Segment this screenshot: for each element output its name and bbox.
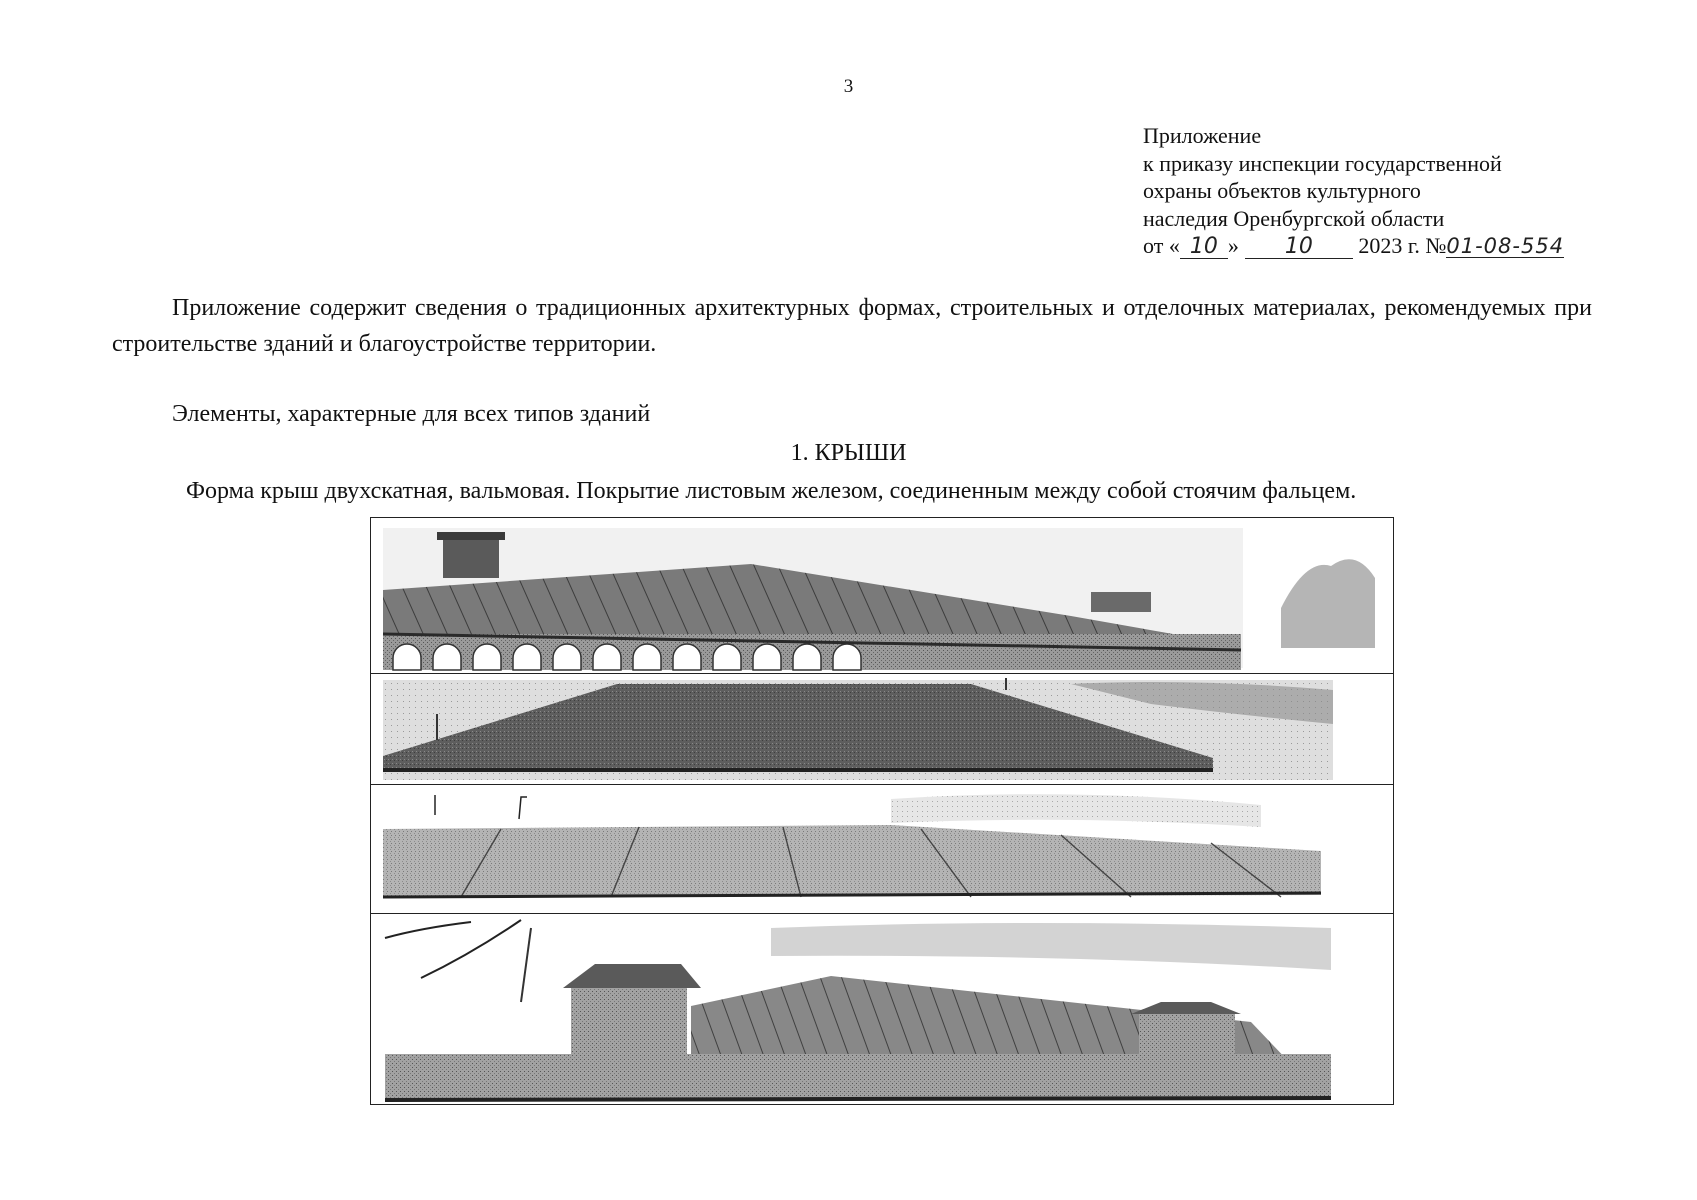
roof-photo-chimneys-image [371,914,1393,1106]
roof-photo-hipped-image [371,674,1393,785]
approval-date-line [1143,232,1564,260]
intro-paragraph: Приложение содержит сведения о традиционных архитектурных формах, строительных и отделочных материалах, рекомендуемых при строительстве зданий и благоустройстве территории. [112,295,1592,357]
handwritten-order-number: 01-08-554 [1446,234,1565,258]
approval-region-line: наследия Оренбургской области [1143,205,1445,231]
approval-org-line: охраны объектов культурного [1143,178,1421,203]
section-note: Элементы, характерные для всех типов зданий [172,401,651,427]
roof-photo-hipped [371,674,1393,785]
roof-photo-gable-image [371,518,1393,674]
approval-order-line: к приказу инспекции государственной [1143,150,1502,176]
roof-photo-gable [371,518,1393,674]
roof-photo-chimneys [371,914,1393,1106]
handwritten-day: 10 [1180,236,1228,259]
date-year: 2023 г. № [1358,233,1447,258]
handwritten-month: 10 [1245,236,1353,259]
section-title: 1. КРЫШИ [790,440,907,466]
roof-photo-standing-seam [371,785,1393,914]
date-prefix: от « [1143,233,1180,258]
roof-description: Форма крыш двухскатная, вальмовая. Покрытие листовым железом, соединенным между собой стоячим фальцем. [186,478,1357,504]
roof-photos-frame [370,517,1394,1105]
date-mid: » [1227,233,1239,258]
roof-photo-standing-seam-image [371,785,1393,914]
page-number: 3 [843,76,854,97]
approval-title: Приложение [1143,123,1262,148]
approval-block [1143,122,1564,260]
